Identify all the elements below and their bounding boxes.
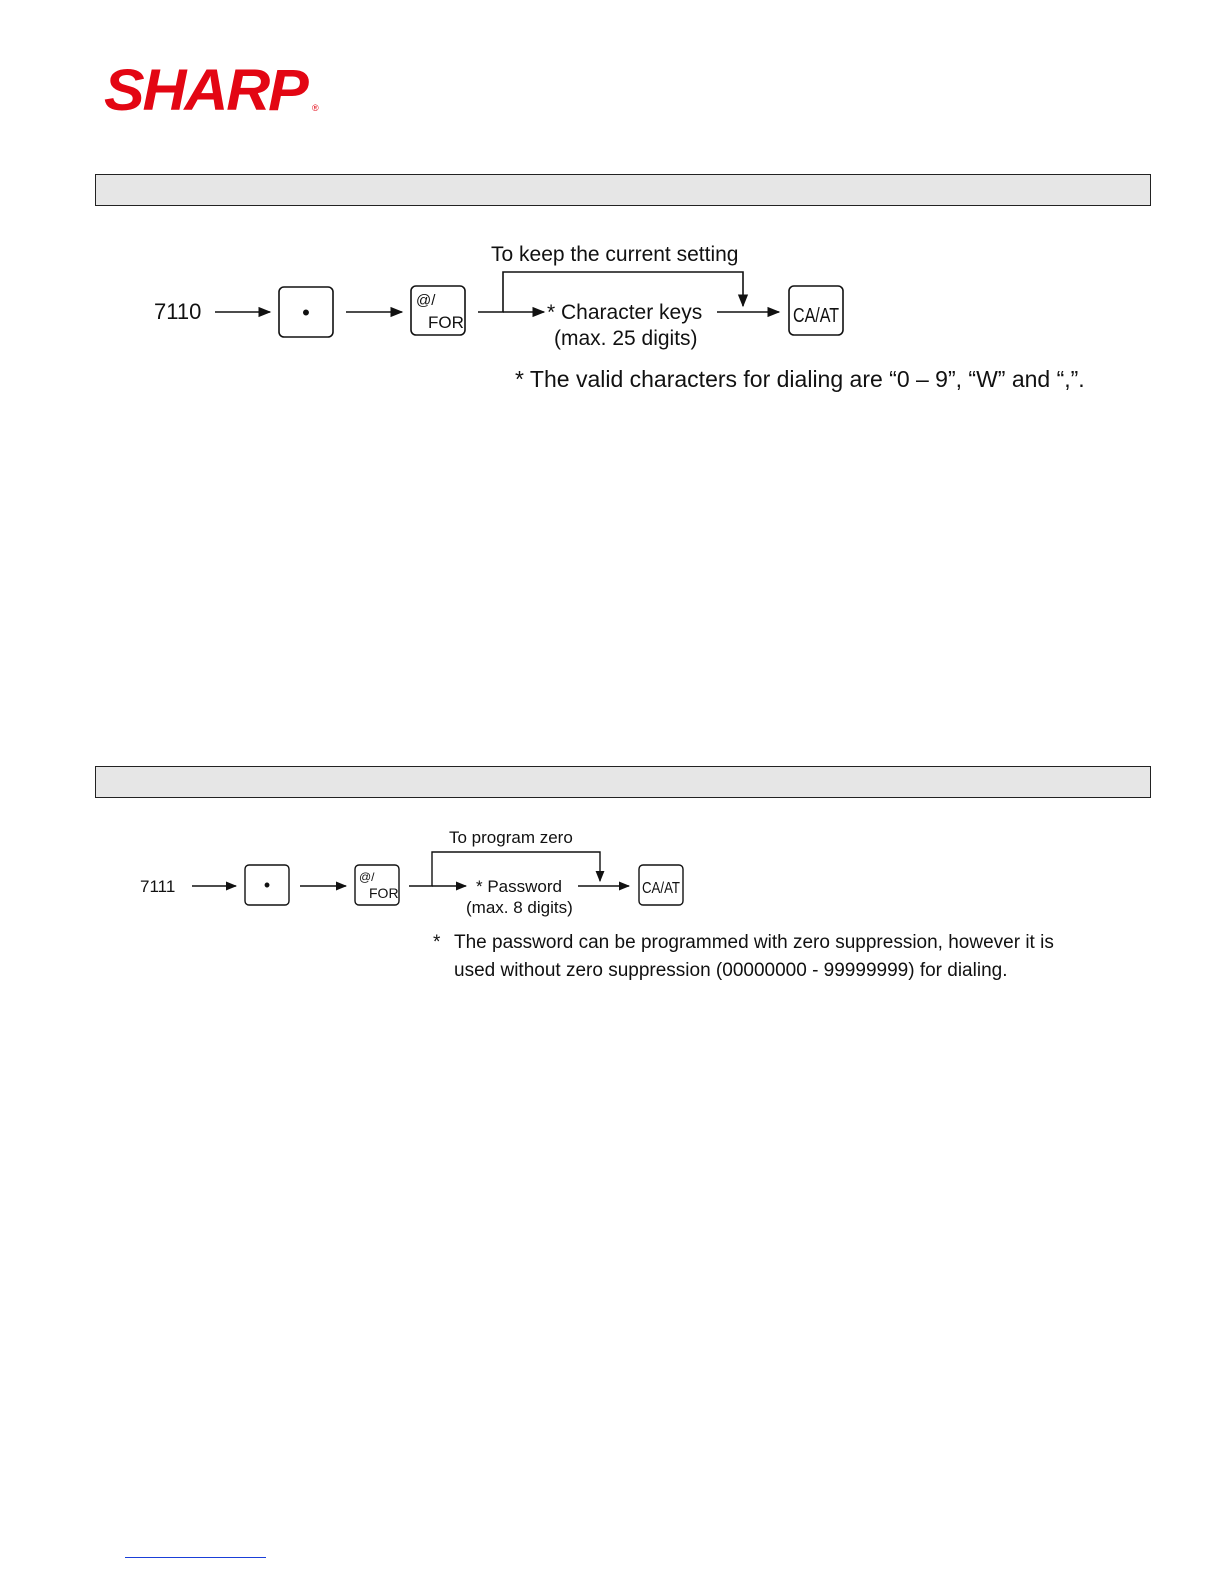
ca-at-key-label: CA/AT xyxy=(642,880,681,897)
dot-key xyxy=(279,287,333,337)
bypass-label: To program zero xyxy=(449,828,573,847)
for-key-bottom-label: FOR xyxy=(428,313,464,332)
ca-at-key xyxy=(639,865,683,905)
footer-link-underline[interactable] xyxy=(125,1557,266,1558)
for-key xyxy=(411,286,465,335)
input-label: * Character keys xyxy=(547,301,703,324)
for-key xyxy=(355,865,399,905)
dot-key-label: • xyxy=(302,300,310,325)
bypass-label: To keep the current setting xyxy=(491,243,739,266)
dot-key-label: • xyxy=(263,875,271,895)
for-key-top-label: @/ xyxy=(416,292,436,309)
input-sublabel: (max. 25 digits) xyxy=(554,327,698,350)
flow-diagram-7110 xyxy=(154,243,1085,392)
password-note-line-2: used without zero suppression (00000000 - 99999999) for dialing. xyxy=(454,960,1008,981)
flow-diagram-7111 xyxy=(140,828,1054,981)
valid-characters-note: * The valid characters for dialing are “0 – 9”, “W” and “,”. xyxy=(515,366,1085,392)
for-key-bottom-label: FOR xyxy=(369,885,399,901)
dot-key xyxy=(245,865,289,905)
input-label: * Password xyxy=(476,877,562,896)
input-sublabel: (max. 8 digits) xyxy=(466,898,573,917)
program-code: 7110 xyxy=(154,299,202,324)
brand-logo: SHARP xyxy=(104,58,307,123)
ca-at-key-label: CA/AT xyxy=(793,305,839,327)
for-key-top-label: @/ xyxy=(359,870,375,884)
registered-mark: ® xyxy=(312,103,319,113)
program-code: 7111 xyxy=(140,877,176,896)
note-marker: * xyxy=(433,932,441,953)
ca-at-key xyxy=(789,286,843,335)
password-note-line-1: The password can be programmed with zero suppression, however it is xyxy=(454,932,1054,953)
